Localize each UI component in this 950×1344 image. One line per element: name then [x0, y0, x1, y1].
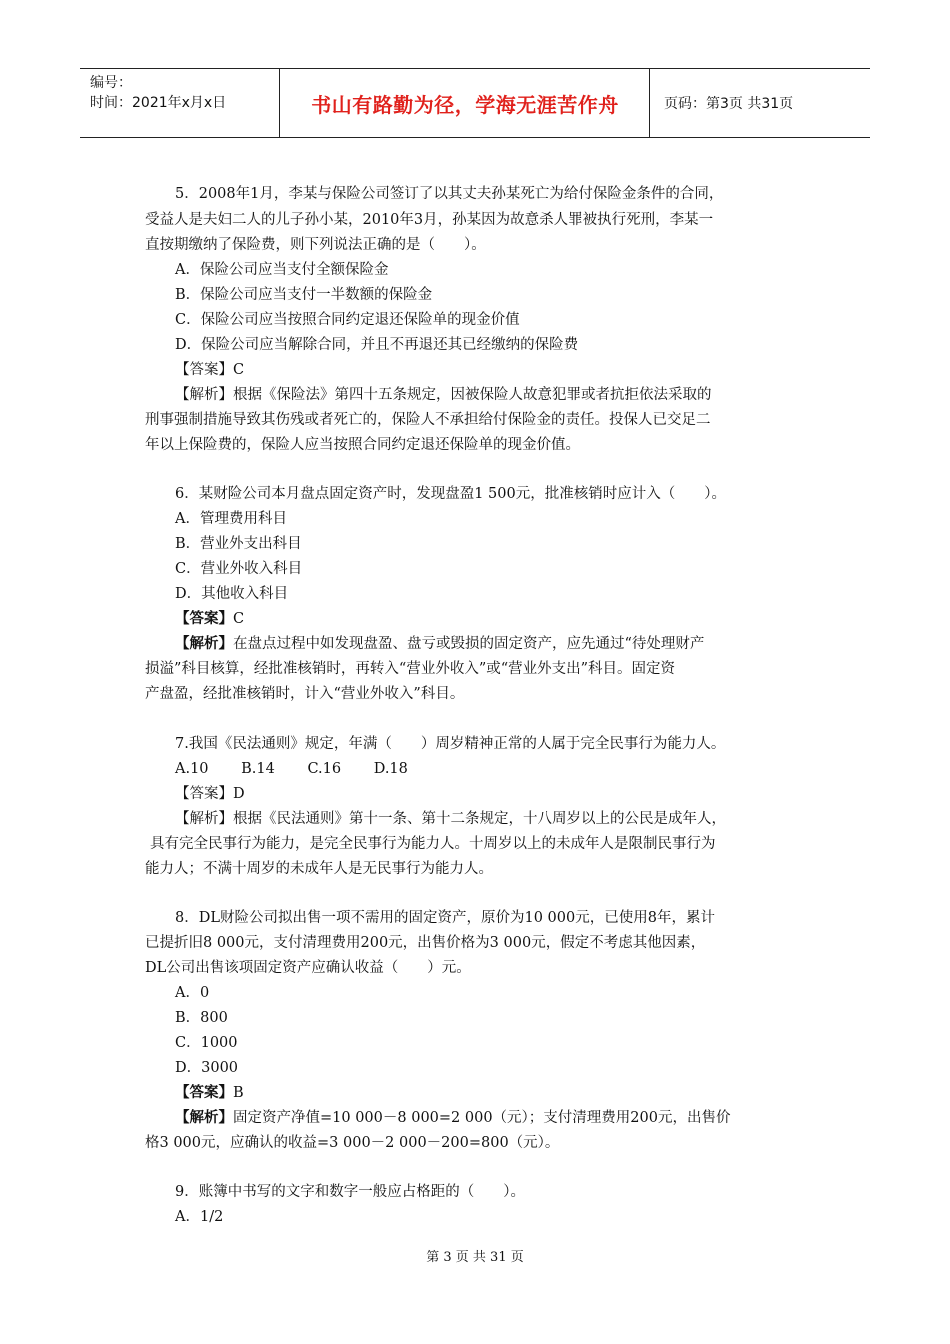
answer-label: 【答案】 [175, 1085, 233, 1101]
q9-option-a: A．1/2 [175, 1209, 224, 1225]
q5-line-3: 直按期缴纳了保险费，则下列说法正确的是（ ）。 [145, 237, 486, 253]
analysis-label: 【解析】 [175, 1110, 233, 1126]
q6-line-1: 6．某财险公司本月盘点固定资产时，发现盘盈1 500元，批准核销时应计入（ ）。 [175, 486, 726, 502]
q5-option-b: B．保险公司应当支付一半数额的保险金 [175, 287, 433, 303]
q5-option-d: D．保险公司应当解除合同，并且不再退还其已经缴纳的保险费 [175, 337, 579, 353]
q8-analysis-1 [175, 1108, 730, 1128]
q5-analysis-1 [175, 385, 712, 405]
motto: 书山有路勤为径，学海无涯苦作舟 [311, 92, 619, 117]
date-label: 时间：2021年x月x日 [90, 95, 227, 111]
q6-analysis-2: 损溢”科目核算，经批准核销时，再转入“营业外收入”或“营业外支出”科目。固定资 [145, 661, 676, 677]
page-header [80, 68, 870, 138]
header-motto-cell [281, 69, 650, 137]
answer-label: 【答案】 [175, 362, 233, 378]
analysis-text: 根据《保险法》第四十五条规定，因被保险人故意犯罪或者抗拒依法采取的 [233, 387, 712, 403]
q6-analysis-3: 产盘盈，经批准核销时，计入“营业外收入”科目。 [145, 686, 465, 702]
q9-line-1: 9．账簿中书写的文字和数字一般应占格距的（ ）。 [175, 1184, 525, 1200]
q7-answer [175, 784, 245, 804]
q6-option-c: C．营业外收入科目 [175, 561, 303, 577]
answer-value: D [233, 786, 245, 802]
answer-value: C [233, 611, 245, 627]
answer-value: B [233, 1085, 244, 1101]
analysis-label: 【解析】 [175, 636, 233, 652]
q5-option-a: A．保险公司应当支付全额保险金 [175, 262, 389, 278]
answer-value: C [233, 362, 245, 378]
q7-option-b: B.14 [241, 761, 275, 777]
q8-option-c: C．1000 [175, 1035, 238, 1051]
analysis-text: 在盘点过程中如发现盘盈、盘亏或毁损的固定资产，应先通过“待处理财产 [233, 636, 705, 652]
q8-answer [175, 1083, 244, 1103]
q8-line-1: 8．DL财险公司拟出售一项不需用的固定资产，原价为10 000元，已使用8年，累计 [175, 910, 715, 926]
q7-options [175, 759, 408, 779]
analysis-text: 固定资产净值=10 000－8 000=2 000（元）；支付清理费用200元，出售价 [233, 1110, 731, 1126]
q5-analysis-2: 刑事强制措施导致其伤残或者死亡的，保险人不承担给付保险金的责任。投保人已交足二 [145, 412, 711, 428]
q6-option-a: A．管理费用科目 [175, 511, 287, 527]
number-label: 编号： [90, 75, 132, 91]
q7-analysis-2: 具有完全民事行为能力，是完全民事行为能力人。十周岁以上的未成年人是限制民事行为 [150, 836, 716, 852]
analysis-text: 根据《民法通则》第十一条、第十二条规定，十八周岁以上的公民是成年人， [233, 811, 726, 827]
q8-option-d: D．3000 [175, 1060, 239, 1076]
q6-option-d: D．其他收入科目 [175, 586, 289, 602]
q8-option-b: B．800 [175, 1010, 228, 1026]
analysis-label: 【解析】 [175, 387, 233, 403]
q8-analysis-2: 格3 000元，应确认的收益=3 000－2 000－200=800（元）。 [145, 1135, 560, 1151]
q6-option-b: B．营业外支出科目 [175, 536, 302, 552]
q5-answer [175, 360, 244, 380]
q7-option-a: A.10 [175, 761, 209, 777]
q7-option-d: D.18 [373, 761, 408, 777]
q8-line-3: DL公司出售该项固定资产应确认收益（ ）元。 [145, 960, 471, 976]
q6-answer [175, 609, 244, 629]
analysis-label: 【解析】 [175, 811, 233, 827]
answer-label: 【答案】 [175, 786, 233, 802]
q5-line-1: 5．2008年1月，李某与保险公司签订了以其丈夫孙某死亡为给付保险金条件的合同， [175, 186, 724, 202]
answer-label: 【答案】 [175, 611, 233, 627]
q6-analysis-1 [175, 634, 704, 654]
page-footer: 第 3 页 共 31 页 [426, 1250, 524, 1265]
q7-line-1: 7.我国《民法通则》规定，年满（ ）周岁精神正常的人属于完全民事行为能力人。 [175, 736, 726, 752]
q7-option-c: C.16 [307, 761, 342, 777]
q8-line-2: 已提折旧8 000元，支付清理费用200元，出售价格为3 000元，假定不考虑其他因素， [145, 935, 706, 951]
header-page-cell [650, 69, 870, 137]
page-label: 页码：第3页 共31页 [664, 96, 794, 112]
header-meta [80, 69, 280, 137]
q5-option-c: C．保险公司应当按照合同约定退还保险单的现金价值 [175, 312, 520, 328]
q8-option-a: A．0 [175, 985, 210, 1001]
q7-analysis-3: 能力人；不满十周岁的未成年人是无民事行为能力人。 [145, 861, 493, 877]
q7-analysis-1 [175, 809, 726, 829]
q5-line-2: 受益人是夫妇二人的儿子孙小某，2010年3月，孙某因为故意杀人罪被执行死刑，李某一 [145, 212, 714, 228]
q5-analysis-3: 年以上保险费的，保险人应当按照合同约定退还保险单的现金价值。 [145, 437, 580, 453]
